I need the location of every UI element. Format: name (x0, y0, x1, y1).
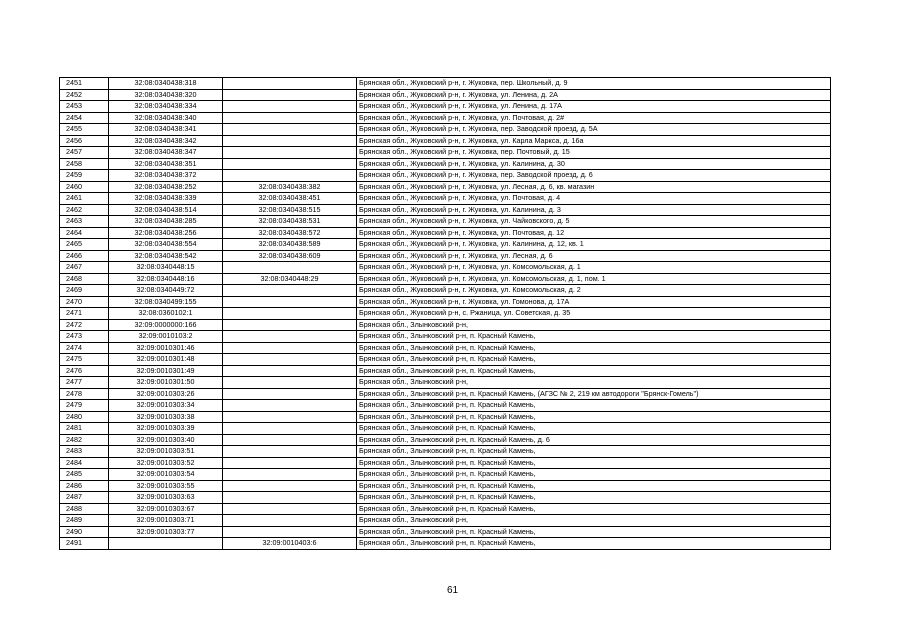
cadastral-number-cell: 32:08:0340438:318 (109, 78, 223, 90)
table-row (60, 457, 831, 469)
table-row (60, 250, 831, 262)
cadastral-number-cell: 32:09:0010103:2 (109, 331, 223, 343)
cadastral-number-cell: 32:09:0010303:67 (109, 503, 223, 515)
address-cell: Брянская обл., Жуковский р-н, г. Жуковка, ул. Лесная, д. 6 (357, 250, 831, 262)
linked-cadastral-number-cell (223, 124, 357, 136)
linked-cadastral-number-cell (223, 434, 357, 446)
row-number-cell: 2459 (60, 170, 109, 182)
table-row (60, 170, 831, 182)
row-number-cell: 2464 (60, 227, 109, 239)
address-cell: Брянская обл., Злынковский р-н, п. Красный Камень, (357, 492, 831, 504)
table-row (60, 538, 831, 550)
cadastral-number-cell: 32:09:0010303:77 (109, 526, 223, 538)
address-cell: Брянская обл., Жуковский р-н, г. Жуковка, пер. Заводской проезд, д. 6 (357, 170, 831, 182)
address-cell: Брянская обл., Жуковский р-н, г. Жуковка, ул. Лесная, д. 6, кв. магазин (357, 181, 831, 193)
cadastral-number-cell: 32:08:0340438:339 (109, 193, 223, 205)
linked-cadastral-number-cell: 32:08:0340438:531 (223, 216, 357, 228)
cadastral-number-cell: 32:09:0010303:55 (109, 480, 223, 492)
address-cell: Брянская обл., Жуковский р-н, г. Жуковка, ул. Комсомольская, д. 1 (357, 262, 831, 274)
cadastral-number-cell: 32:08:0340448:15 (109, 262, 223, 274)
table-row (60, 469, 831, 481)
cadastral-number-cell: 32:08:0340438:372 (109, 170, 223, 182)
linked-cadastral-number-cell (223, 446, 357, 458)
linked-cadastral-number-cell (223, 492, 357, 504)
cadastral-table (59, 77, 831, 550)
address-cell: Брянская обл., Злынковский р-н, п. Красный Камень, (357, 446, 831, 458)
table-body (60, 78, 831, 550)
linked-cadastral-number-cell (223, 308, 357, 320)
row-number-cell: 2456 (60, 135, 109, 147)
linked-cadastral-number-cell: 32:08:0340438:572 (223, 227, 357, 239)
row-number-cell: 2463 (60, 216, 109, 228)
row-number-cell: 2473 (60, 331, 109, 343)
cadastral-number-cell: 32:08:0340438:342 (109, 135, 223, 147)
page-number: 61 (446, 585, 459, 596)
address-cell: Брянская обл., Жуковский р-н, г. Жуковка, ул. Почтовая, д. 12 (357, 227, 831, 239)
cadastral-number-cell: 32:09:0010301:46 (109, 342, 223, 354)
linked-cadastral-number-cell (223, 423, 357, 435)
row-number-cell: 2480 (60, 411, 109, 423)
row-number-cell: 2488 (60, 503, 109, 515)
row-number-cell: 2467 (60, 262, 109, 274)
cadastral-number-cell: 32:09:0010303:40 (109, 434, 223, 446)
address-cell: Брянская обл., Злынковский р-н, п. Красный Камень, (357, 400, 831, 412)
address-cell: Брянская обл., Жуковский р-н, г. Жуковка, пер. Почтовый, д. 15 (357, 147, 831, 159)
row-number-cell: 2453 (60, 101, 109, 113)
row-number-cell: 2465 (60, 239, 109, 251)
table-row (60, 147, 831, 159)
linked-cadastral-number-cell (223, 342, 357, 354)
address-cell: Брянская обл., Жуковский р-н, с. Ржаница, ул. Советская, д. 35 (357, 308, 831, 320)
row-number-cell: 2457 (60, 147, 109, 159)
address-cell: Брянская обл., Злынковский р-н, п. Красный Камень, д. 6 (357, 434, 831, 446)
cadastral-number-cell: 32:09:0010303:39 (109, 423, 223, 435)
address-cell: Брянская обл., Жуковский р-н, г. Жуковка, ул. Почтовая, д. 2# (357, 112, 831, 124)
table-row (60, 480, 831, 492)
cadastral-number-cell: 32:09:0010301:50 (109, 377, 223, 389)
table-row (60, 503, 831, 515)
address-cell: Брянская обл., Жуковский р-н, г. Жуковка, ул. Калинина, д. 12, кв. 1 (357, 239, 831, 251)
address-cell: Брянская обл., Жуковский р-н, г. Жуковка, ул. Гомонова, д. 17А (357, 296, 831, 308)
address-cell: Брянская обл., Жуковский р-н, г. Жуковка, пер. Заводской проезд, д. 5А (357, 124, 831, 136)
row-number-cell: 2478 (60, 388, 109, 400)
address-cell: Брянская обл., Злынковский р-н, п. Красный Камень, (357, 411, 831, 423)
table-row (60, 492, 831, 504)
address-cell: Брянская обл., Злынковский р-н, п. Красный Камень, (357, 365, 831, 377)
table-row (60, 319, 831, 331)
table-row (60, 124, 831, 136)
row-number-cell: 2472 (60, 319, 109, 331)
address-cell: Брянская обл., Злынковский р-н, (357, 319, 831, 331)
linked-cadastral-number-cell (223, 480, 357, 492)
address-cell: Брянская обл., Злынковский р-н, (357, 515, 831, 527)
address-cell: Брянская обл., Злынковский р-н, п. Красный Камень, (357, 480, 831, 492)
row-number-cell: 2471 (60, 308, 109, 320)
linked-cadastral-number-cell (223, 262, 357, 274)
cadastral-number-cell: 32:08:0340438:252 (109, 181, 223, 193)
cadastral-number-cell: 32:09:0010303:71 (109, 515, 223, 527)
row-number-cell: 2460 (60, 181, 109, 193)
linked-cadastral-number-cell (223, 147, 357, 159)
linked-cadastral-number-cell (223, 89, 357, 101)
table-row (60, 158, 831, 170)
address-cell: Брянская обл., Жуковский р-н, г. Жуковка, ул. Ленина, д. 2А (357, 89, 831, 101)
table-row (60, 423, 831, 435)
cadastral-number-cell: 32:09:0010303:34 (109, 400, 223, 412)
address-cell: Брянская обл., Злынковский р-н, п. Красный Камень, (357, 457, 831, 469)
cadastral-number-cell: 32:08:0340449:72 (109, 285, 223, 297)
linked-cadastral-number-cell (223, 158, 357, 170)
table-row (60, 193, 831, 205)
linked-cadastral-number-cell: 32:08:0340438:382 (223, 181, 357, 193)
table-row (60, 262, 831, 274)
cadastral-number-cell: 32:09:0010303:54 (109, 469, 223, 481)
table-row (60, 400, 831, 412)
address-cell: Брянская обл., Злынковский р-н, п. Красный Камень, (357, 331, 831, 343)
address-cell: Брянская обл., Жуковский р-н, г. Жуковка, ул. Чайковского, д. 5 (357, 216, 831, 228)
address-cell: Брянская обл., Злынковский р-н, п. Красный Камень, (357, 354, 831, 366)
linked-cadastral-number-cell (223, 112, 357, 124)
cadastral-number-cell: 32:08:0340438:340 (109, 112, 223, 124)
row-number-cell: 2487 (60, 492, 109, 504)
cadastral-number-cell: 32:08:0340438:341 (109, 124, 223, 136)
cadastral-number-cell: 32:08:0340438:285 (109, 216, 223, 228)
address-cell: Брянская обл., Злынковский р-н, п. Красный Камень, (357, 423, 831, 435)
cadastral-number-cell: 32:09:0000000:166 (109, 319, 223, 331)
cadastral-number-cell: 32:08:0340438:542 (109, 250, 223, 262)
table-row (60, 434, 831, 446)
row-number-cell: 2454 (60, 112, 109, 124)
table-row (60, 411, 831, 423)
cadastral-number-cell: 32:08:0340499:155 (109, 296, 223, 308)
row-number-cell: 2475 (60, 354, 109, 366)
table-row (60, 446, 831, 458)
row-number-cell: 2482 (60, 434, 109, 446)
table-row (60, 296, 831, 308)
linked-cadastral-number-cell: 32:09:0010403:6 (223, 538, 357, 550)
linked-cadastral-number-cell (223, 365, 357, 377)
row-number-cell: 2455 (60, 124, 109, 136)
linked-cadastral-number-cell (223, 135, 357, 147)
row-number-cell: 2469 (60, 285, 109, 297)
row-number-cell: 2462 (60, 204, 109, 216)
row-number-cell: 2483 (60, 446, 109, 458)
cadastral-number-cell: 32:09:0010303:51 (109, 446, 223, 458)
address-cell: Брянская обл., Жуковский р-н, г. Жуковка, ул. Почтовая, д. 4 (357, 193, 831, 205)
cadastral-number-cell (109, 538, 223, 550)
table-row (60, 354, 831, 366)
row-number-cell: 2481 (60, 423, 109, 435)
cadastral-number-cell: 32:09:0010303:52 (109, 457, 223, 469)
row-number-cell: 2476 (60, 365, 109, 377)
table-row (60, 331, 831, 343)
linked-cadastral-number-cell: 32:08:0340438:515 (223, 204, 357, 216)
table-row (60, 89, 831, 101)
table-row (60, 285, 831, 297)
linked-cadastral-number-cell (223, 285, 357, 297)
row-number-cell: 2458 (60, 158, 109, 170)
linked-cadastral-number-cell (223, 469, 357, 481)
table-row (60, 273, 831, 285)
row-number-cell: 2490 (60, 526, 109, 538)
cadastral-number-cell: 32:08:0340438:554 (109, 239, 223, 251)
linked-cadastral-number-cell (223, 331, 357, 343)
linked-cadastral-number-cell (223, 400, 357, 412)
table-row (60, 227, 831, 239)
linked-cadastral-number-cell (223, 515, 357, 527)
linked-cadastral-number-cell: 32:08:0340448:29 (223, 273, 357, 285)
address-cell: Брянская обл., Жуковский р-н, г. Жуковка, ул. Калинина, д. 30 (357, 158, 831, 170)
address-cell: Брянская обл., Злынковский р-н, п. Красный Камень, (АГЗС № 2, 219 км автодороги "Брянск-Гомель") (357, 388, 831, 400)
table-row (60, 181, 831, 193)
linked-cadastral-number-cell: 32:08:0340438:589 (223, 239, 357, 251)
table-row (60, 365, 831, 377)
cadastral-number-cell: 32:08:0340438:334 (109, 101, 223, 113)
table-row (60, 239, 831, 251)
table-row (60, 526, 831, 538)
linked-cadastral-number-cell (223, 170, 357, 182)
linked-cadastral-number-cell (223, 503, 357, 515)
row-number-cell: 2470 (60, 296, 109, 308)
linked-cadastral-number-cell (223, 354, 357, 366)
row-number-cell: 2486 (60, 480, 109, 492)
address-cell: Брянская обл., Злынковский р-н, п. Красный Камень, (357, 469, 831, 481)
row-number-cell: 2451 (60, 78, 109, 90)
linked-cadastral-number-cell (223, 526, 357, 538)
table-row (60, 308, 831, 320)
address-cell: Брянская обл., Жуковский р-н, г. Жуковка, ул. Калинина, д. 3 (357, 204, 831, 216)
cadastral-number-cell: 32:09:0010303:38 (109, 411, 223, 423)
address-cell: Брянская обл., Злынковский р-н, п. Красный Камень, (357, 342, 831, 354)
row-number-cell: 2484 (60, 457, 109, 469)
table-row (60, 135, 831, 147)
cadastral-number-cell: 32:09:0010301:49 (109, 365, 223, 377)
cadastral-number-cell: 32:08:0340438:320 (109, 89, 223, 101)
cadastral-number-cell: 32:09:0010301:48 (109, 354, 223, 366)
table-row (60, 388, 831, 400)
cadastral-number-cell: 32:09:0010303:63 (109, 492, 223, 504)
cadastral-number-cell: 32:08:0340438:347 (109, 147, 223, 159)
table-row (60, 78, 831, 90)
table-row (60, 515, 831, 527)
cadastral-number-cell: 32:08:0340438:514 (109, 204, 223, 216)
address-cell: Брянская обл., Жуковский р-н, г. Жуковка, ул. Комсомольская, д. 1, пом. 1 (357, 273, 831, 285)
address-cell: Брянская обл., Жуковский р-н, г. Жуковка, ул. Карла Маркса, д. 16а (357, 135, 831, 147)
row-number-cell: 2491 (60, 538, 109, 550)
table-row (60, 342, 831, 354)
cadastral-number-cell: 32:09:0010303:26 (109, 388, 223, 400)
linked-cadastral-number-cell: 32:08:0340438:451 (223, 193, 357, 205)
row-number-cell: 2466 (60, 250, 109, 262)
address-cell: Брянская обл., Жуковский р-н, г. Жуковка, ул. Комсомольская, д. 2 (357, 285, 831, 297)
linked-cadastral-number-cell (223, 78, 357, 90)
address-cell: Брянская обл., Злынковский р-н, (357, 377, 831, 389)
linked-cadastral-number-cell (223, 101, 357, 113)
row-number-cell: 2474 (60, 342, 109, 354)
address-cell: Брянская обл., Злынковский р-н, п. Красный Камень, (357, 503, 831, 515)
linked-cadastral-number-cell: 32:08:0340438:609 (223, 250, 357, 262)
row-number-cell: 2461 (60, 193, 109, 205)
address-cell: Брянская обл., Жуковский р-н, г. Жуковка, ул. Ленина, д. 17А (357, 101, 831, 113)
cadastral-number-cell: 32:08:0340448:16 (109, 273, 223, 285)
row-number-cell: 2479 (60, 400, 109, 412)
row-number-cell: 2477 (60, 377, 109, 389)
cadastral-number-cell: 32:08:0340438:256 (109, 227, 223, 239)
table-row (60, 101, 831, 113)
table-row (60, 216, 831, 228)
row-number-cell: 2468 (60, 273, 109, 285)
linked-cadastral-number-cell (223, 377, 357, 389)
row-number-cell: 2452 (60, 89, 109, 101)
table-row (60, 204, 831, 216)
cadastral-number-cell: 32:08:0340438:351 (109, 158, 223, 170)
cadastral-number-cell: 32:08:0360102:1 (109, 308, 223, 320)
row-number-cell: 2485 (60, 469, 109, 481)
linked-cadastral-number-cell (223, 388, 357, 400)
linked-cadastral-number-cell (223, 319, 357, 331)
address-cell: Брянская обл., Жуковский р-н, г. Жуковка, пер. Школьный, д. 9 (357, 78, 831, 90)
table-row (60, 377, 831, 389)
address-cell: Брянская обл., Злынковский р-н, п. Красный Камень, (357, 538, 831, 550)
table-row (60, 112, 831, 124)
linked-cadastral-number-cell (223, 411, 357, 423)
address-cell: Брянская обл., Злынковский р-н, п. Красный Камень, (357, 526, 831, 538)
linked-cadastral-number-cell (223, 296, 357, 308)
row-number-cell: 2489 (60, 515, 109, 527)
linked-cadastral-number-cell (223, 457, 357, 469)
